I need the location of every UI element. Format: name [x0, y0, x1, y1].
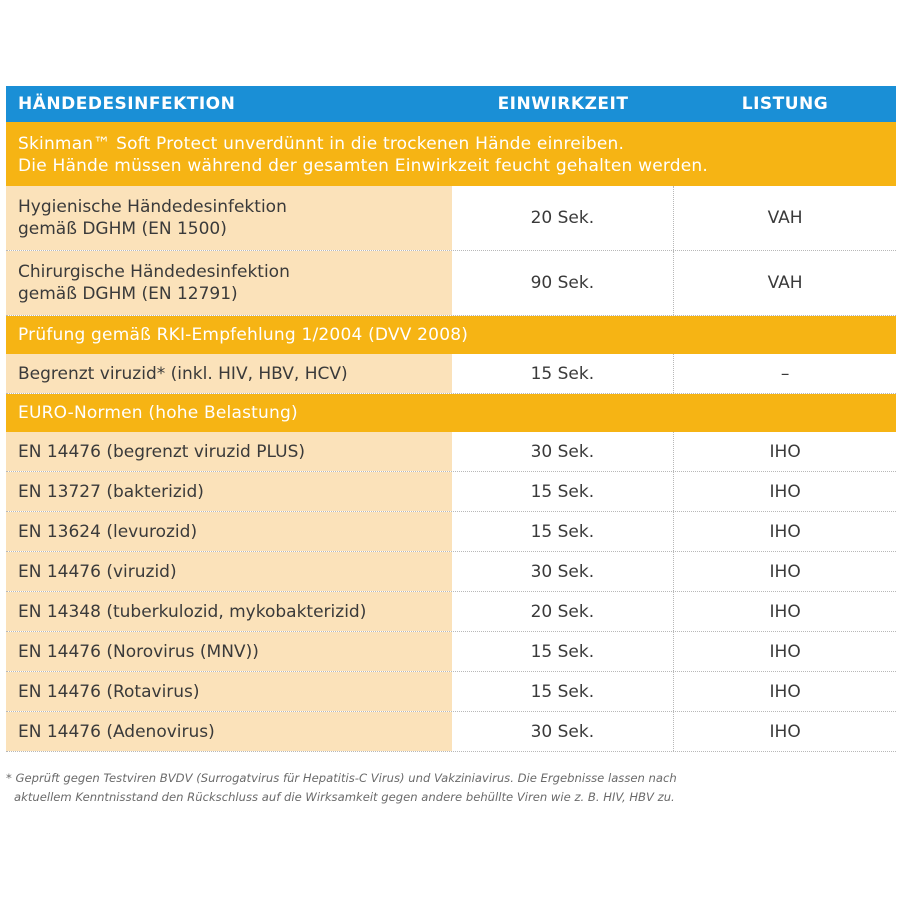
row-time: 20 Sek. — [452, 186, 675, 250]
row-listing: IHO — [674, 432, 896, 471]
table-row — [6, 354, 896, 394]
row-label-line-2: gemäß DGHM (EN 12791) — [18, 284, 238, 304]
row-listing: VAH — [674, 186, 896, 250]
row-label: EN 13624 (levurozid) — [6, 512, 452, 551]
row-listing: VAH — [674, 251, 896, 315]
row-time: 15 Sek. — [452, 632, 675, 671]
row-time: 15 Sek. — [452, 672, 675, 711]
intro-section — [6, 122, 896, 186]
row-time: 30 Sek. — [452, 552, 675, 591]
row-label: EN 14476 (Norovirus (MNV)) — [6, 632, 452, 671]
row-label — [6, 251, 452, 315]
row-time: 20 Sek. — [452, 592, 675, 631]
table-row — [6, 512, 896, 552]
table-header — [6, 86, 896, 122]
table-row — [6, 552, 896, 592]
row-label-line-1: Hygienische Händedesinfektion — [18, 197, 287, 217]
table-row — [6, 251, 896, 316]
row-time: 15 Sek. — [452, 472, 675, 511]
disinfection-table — [6, 86, 896, 752]
row-time: 30 Sek. — [452, 712, 675, 751]
table-row — [6, 632, 896, 672]
row-label-line-1: Chirurgische Händedesinfektion — [18, 262, 290, 282]
table-row — [6, 432, 896, 472]
row-label: EN 14476 (begrenzt viruzid PLUS) — [6, 432, 452, 471]
row-listing: IHO — [674, 712, 896, 751]
row-label: EN 13727 (bakterizid) — [6, 472, 452, 511]
row-listing: – — [674, 354, 896, 393]
table-row — [6, 472, 896, 512]
row-label: EN 14476 (Adenovirus) — [6, 712, 452, 751]
footnote-line-1: * Geprüft gegen Testviren BVDV (Surrogatvirus für Hepatitis-C Virus) und Vakziniavirus. Die Ergebnisse lassen nach — [6, 771, 677, 785]
row-label: Begrenzt viruzid* (inkl. HIV, HBV, HCV) — [6, 354, 452, 393]
row-time: 90 Sek. — [452, 251, 675, 315]
intro-line-1: Skinman™ Soft Protect unverdünnt in die trockenen Hände einreiben. — [18, 134, 625, 154]
header-disinfection: HÄNDEDESINFEKTION — [18, 94, 236, 114]
row-listing: IHO — [674, 472, 896, 511]
section-rki: Prüfung gemäß RKI-Empfehlung 1/2004 (DVV 2008) — [6, 316, 896, 354]
row-time: 15 Sek. — [452, 512, 675, 551]
table-row — [6, 672, 896, 712]
row-time: 30 Sek. — [452, 432, 675, 471]
row-time: 15 Sek. — [452, 354, 675, 393]
row-label — [6, 186, 452, 250]
table-row — [6, 592, 896, 632]
row-label: EN 14476 (viruzid) — [6, 552, 452, 591]
header-listing: LISTUNG — [741, 94, 829, 114]
intro-line-2: Die Hände müssen während der gesamten Einwirkzeit feucht gehalten werden. — [18, 156, 708, 176]
row-listing: IHO — [674, 672, 896, 711]
table-row — [6, 712, 896, 752]
footnote — [6, 769, 896, 807]
row-label: EN 14476 (Rotavirus) — [6, 672, 452, 711]
row-label: EN 14348 (tuberkulozid, mykobakterizid) — [6, 592, 452, 631]
header-contact-time: EINWIRKZEIT — [497, 94, 629, 114]
row-listing: IHO — [674, 552, 896, 591]
row-listing: IHO — [674, 512, 896, 551]
section-euro: EURO-Normen (hohe Belastung) — [6, 394, 896, 432]
table-row — [6, 186, 896, 251]
row-listing: IHO — [674, 592, 896, 631]
footnote-line-2: aktuellem Kenntnisstand den Rückschluss auf die Wirksamkeit gegen andere behüllte Viren wie z. B. HIV, HBV zu. — [14, 790, 675, 804]
row-label-line-2: gemäß DGHM (EN 1500) — [18, 219, 227, 239]
row-listing: IHO — [674, 632, 896, 671]
